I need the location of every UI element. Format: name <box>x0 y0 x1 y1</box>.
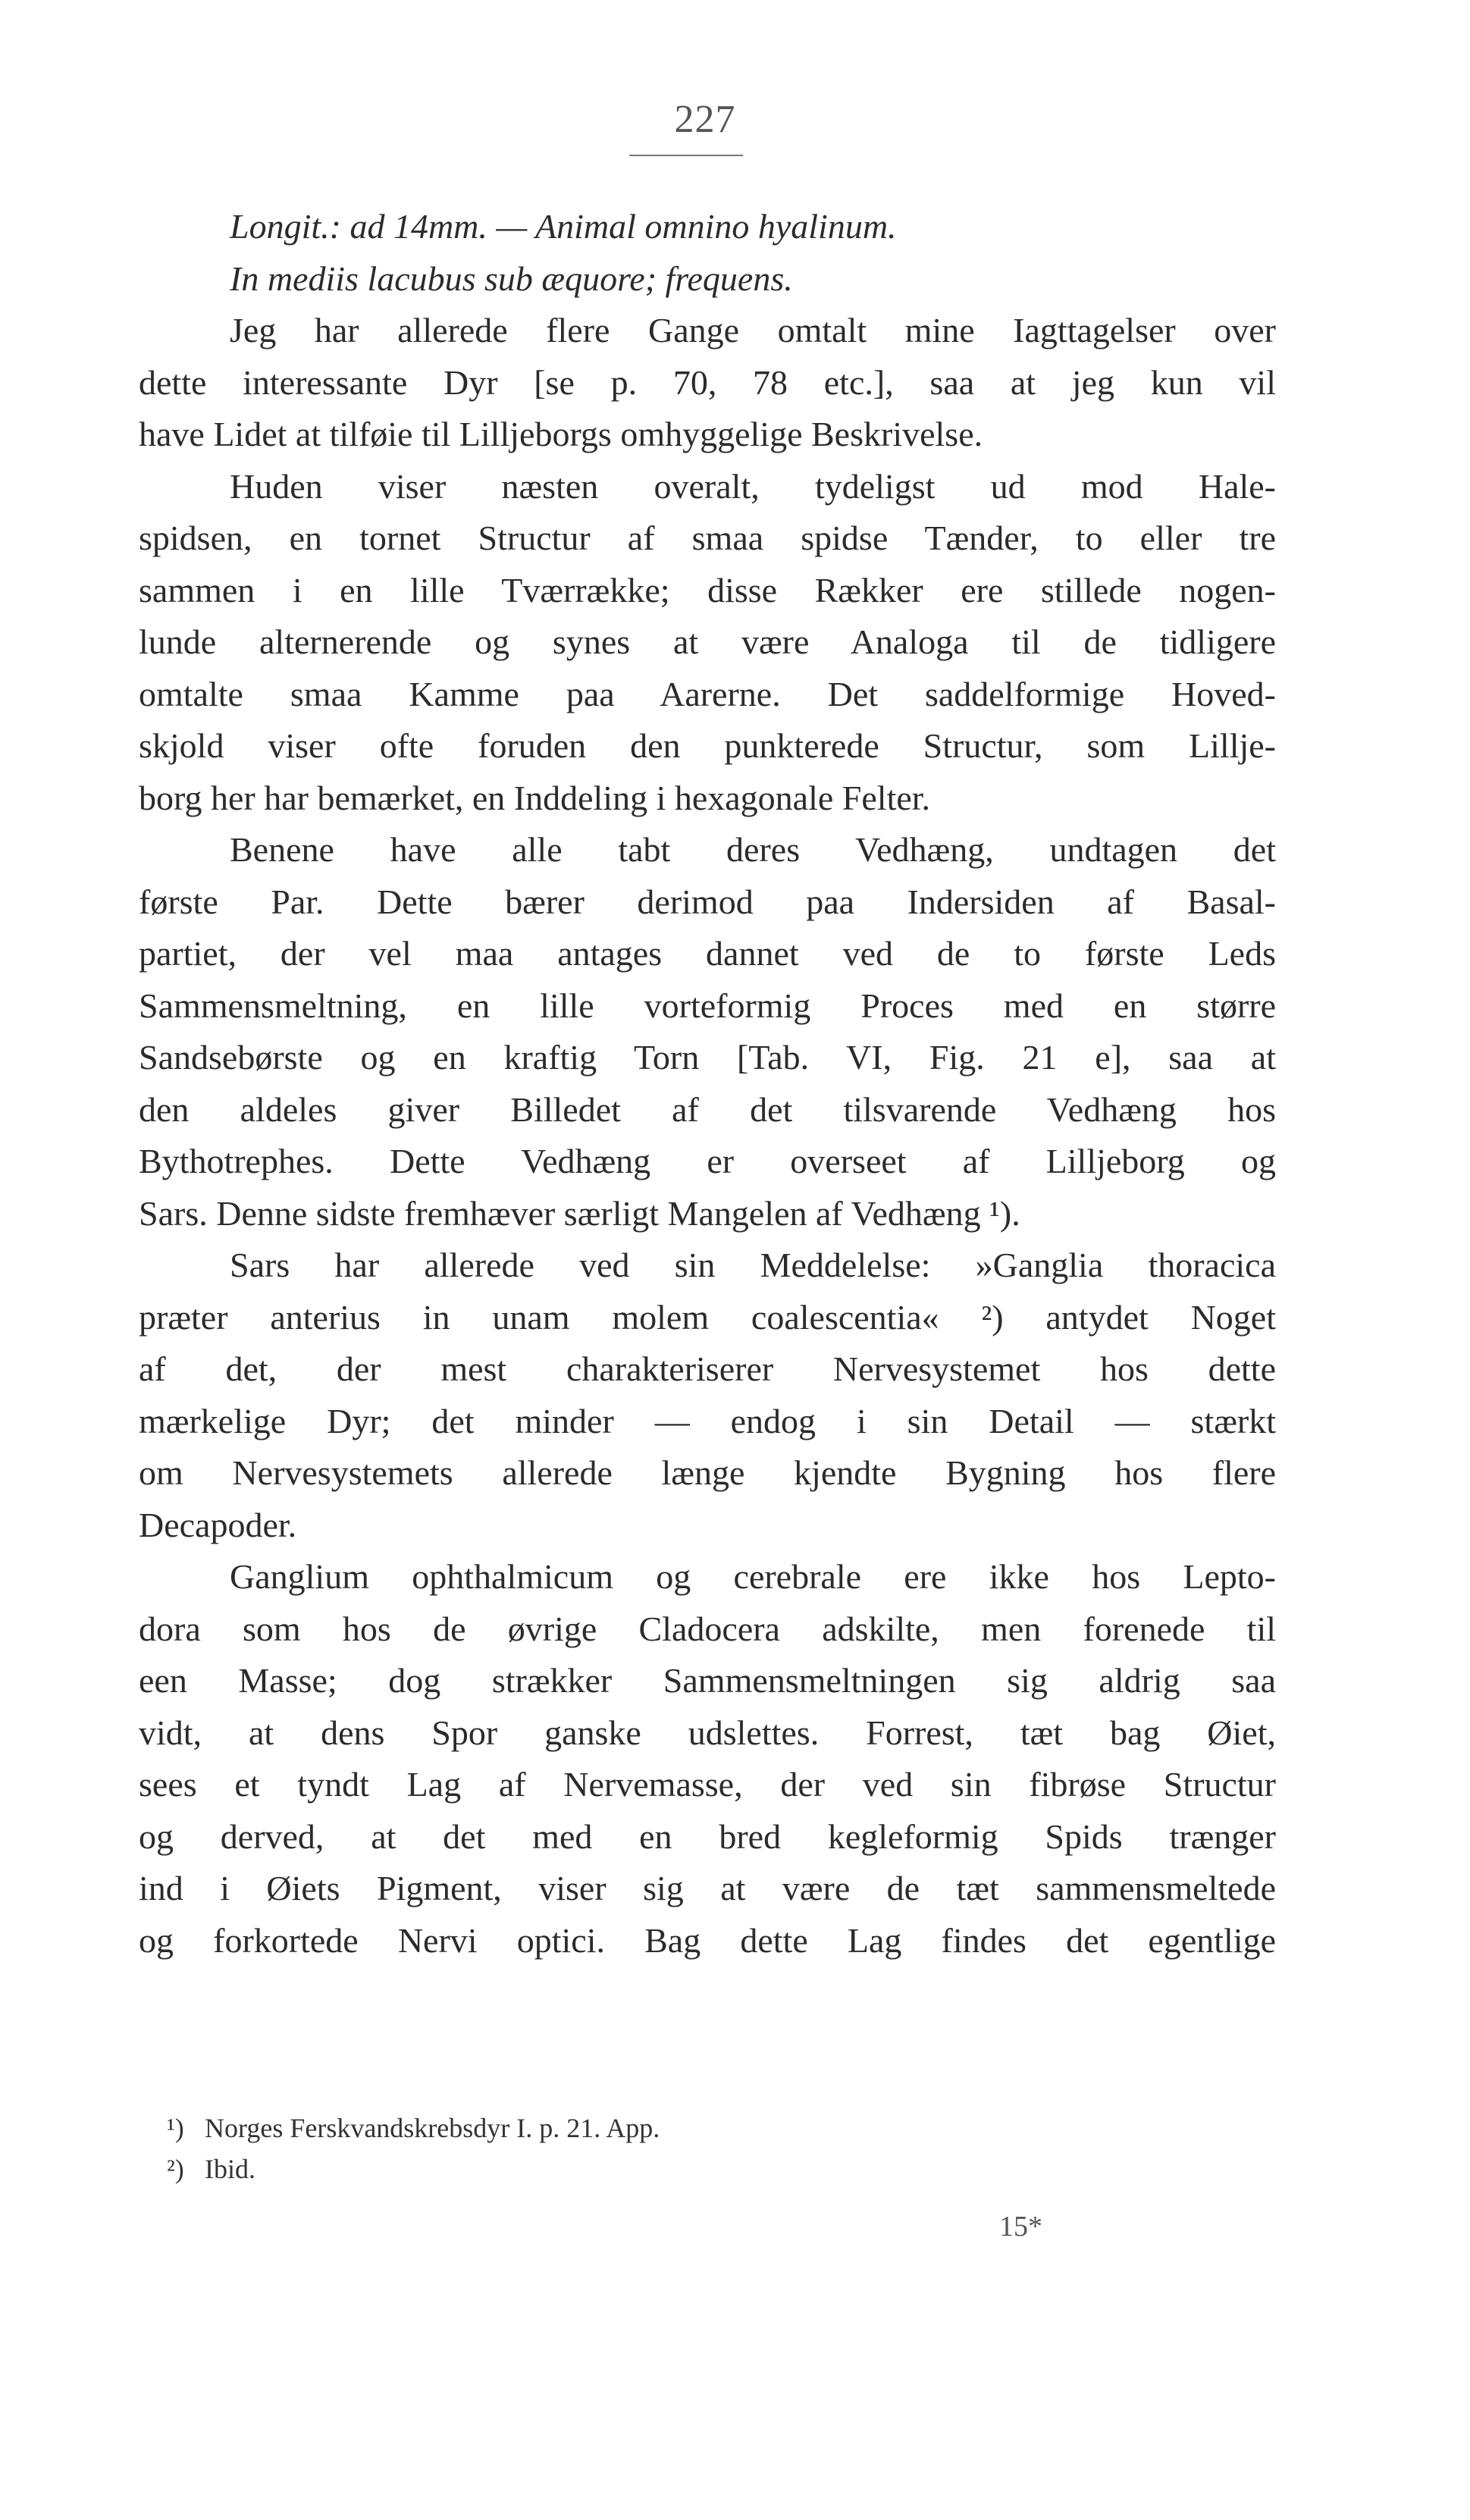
text-line: Ganglium ophthalmicum og cerebrale ere ikke hos Lepto- <box>230 1557 1276 1596</box>
text-line: Sandsebørste og en kraftig Torn [Tab. VI, Fig. 21 e], saa at <box>139 1038 1276 1077</box>
text-line: Longit.: ad 14mm. — Animal omnino hyalinum. <box>230 207 897 246</box>
text-line: og forkortede Nervi optici. Bag dette Lag findes det egentlige <box>139 1920 1276 1960</box>
text-line: partiet, der vel maa antages dannet ved de to første Leds <box>139 934 1276 973</box>
text-line: een Masse; dog strækker Sammensmeltningen sig aldrig saa <box>139 1661 1276 1700</box>
text-line: Sars. Denne sidste fremhæver særligt Mangelen af Vedhæng ¹). <box>139 1193 1020 1233</box>
text-line: vidt, at dens Spor ganske udslettes. Forrest, tæt bag Øiet, <box>139 1713 1276 1752</box>
footnotes <box>167 2108 1077 2189</box>
text-line: Huden viser næsten overalt, tydeligst ud mod Hale- <box>230 466 1276 506</box>
text-line: første Par. Dette bærer derimod paa Indersiden af Basal- <box>139 882 1276 921</box>
text-line: borg her har bemærket, en Inddeling i hexagonale Felter. <box>139 778 931 817</box>
footnote <box>167 2149 1077 2189</box>
text-line: af det, der mest charakteriserer Nervesystemet hos dette <box>139 1349 1276 1388</box>
text-line: ind i Øiets Pigment, viser sig at være de tæt sammensmeltede <box>139 1869 1276 1907</box>
footnote-mark: ²) <box>167 2154 184 2184</box>
footnote-mark: ¹) <box>167 2113 184 2143</box>
text-line: Jeg har allerede flere Gange omtalt mine Iagttagelser over <box>230 311 1276 349</box>
signature-mark: 15* <box>999 2211 1042 2243</box>
text-line: præter anterius in unam molem coalescentia« ²) antydet Noget <box>139 1297 1276 1337</box>
text-line: lunde alternerende og synes at være Analoga til de tidligere <box>139 622 1276 661</box>
text-line: In mediis lacubus sub æquore; frequens. <box>230 259 793 298</box>
text-line: Decapoder. <box>139 1505 297 1544</box>
page-number-rule <box>629 155 743 156</box>
text-line: sammen i en lille Tværrække; disse Rækker ere stillede nogen- <box>139 570 1276 610</box>
text-line: den aldeles giver Billedet af det tilsvarende Vedhæng hos <box>139 1089 1276 1129</box>
text-line: Sammensmeltning, en lille vorteformig Proces med en større <box>139 986 1276 1025</box>
text-line: Sars har allerede ved sin Meddelelse: »Ganglia thoracica <box>230 1246 1276 1284</box>
text-line: og derved, at det med en bred kegleformig Spids trænger <box>139 1816 1276 1856</box>
text-line: om Nervesystemets allerede længe kjendte Bygning hos flere <box>139 1453 1276 1492</box>
text-line: omtalte smaa Kamme paa Aarerne. Det saddelformige Hoved- <box>139 674 1276 713</box>
text-line: dette interessante Dyr [se p. 70, 78 etc.], saa at jeg kun vil <box>139 362 1276 402</box>
text-line: mærkelige Dyr; det minder — endog i sin Detail — stærkt <box>139 1401 1276 1440</box>
text-line: sees et tyndt Lag af Nervemasse, der ved sin fibrøse Structur <box>139 1765 1276 1804</box>
body-text <box>139 201 1276 1967</box>
footnote-text: Norges Ferskvandskrebsdyr I. p. 21. App. <box>205 2113 660 2143</box>
page-number: 227 <box>674 98 736 141</box>
text-line: have Lidet at tilføie til Lilljeborgs omhyggelige Beskrivelse. <box>139 415 983 453</box>
text-line: dora som hos de øvrige Cladocera adskilte, men forenede til <box>139 1609 1276 1648</box>
text-line: skjold viser ofte foruden den punkterede Structur, som Lillje- <box>139 726 1276 765</box>
text-line: Bythotrephes. Dette Vedhæng er overseet af Lilljeborg og <box>139 1142 1276 1180</box>
text-line: Benene have alle tabt deres Vedhæng, undtagen det <box>230 830 1276 869</box>
text-line: spidsen, en tornet Structur af smaa spidse Tænder, to eller tre <box>139 519 1276 557</box>
footnote <box>167 2108 1077 2149</box>
footnote-text: Ibid. <box>205 2154 255 2184</box>
